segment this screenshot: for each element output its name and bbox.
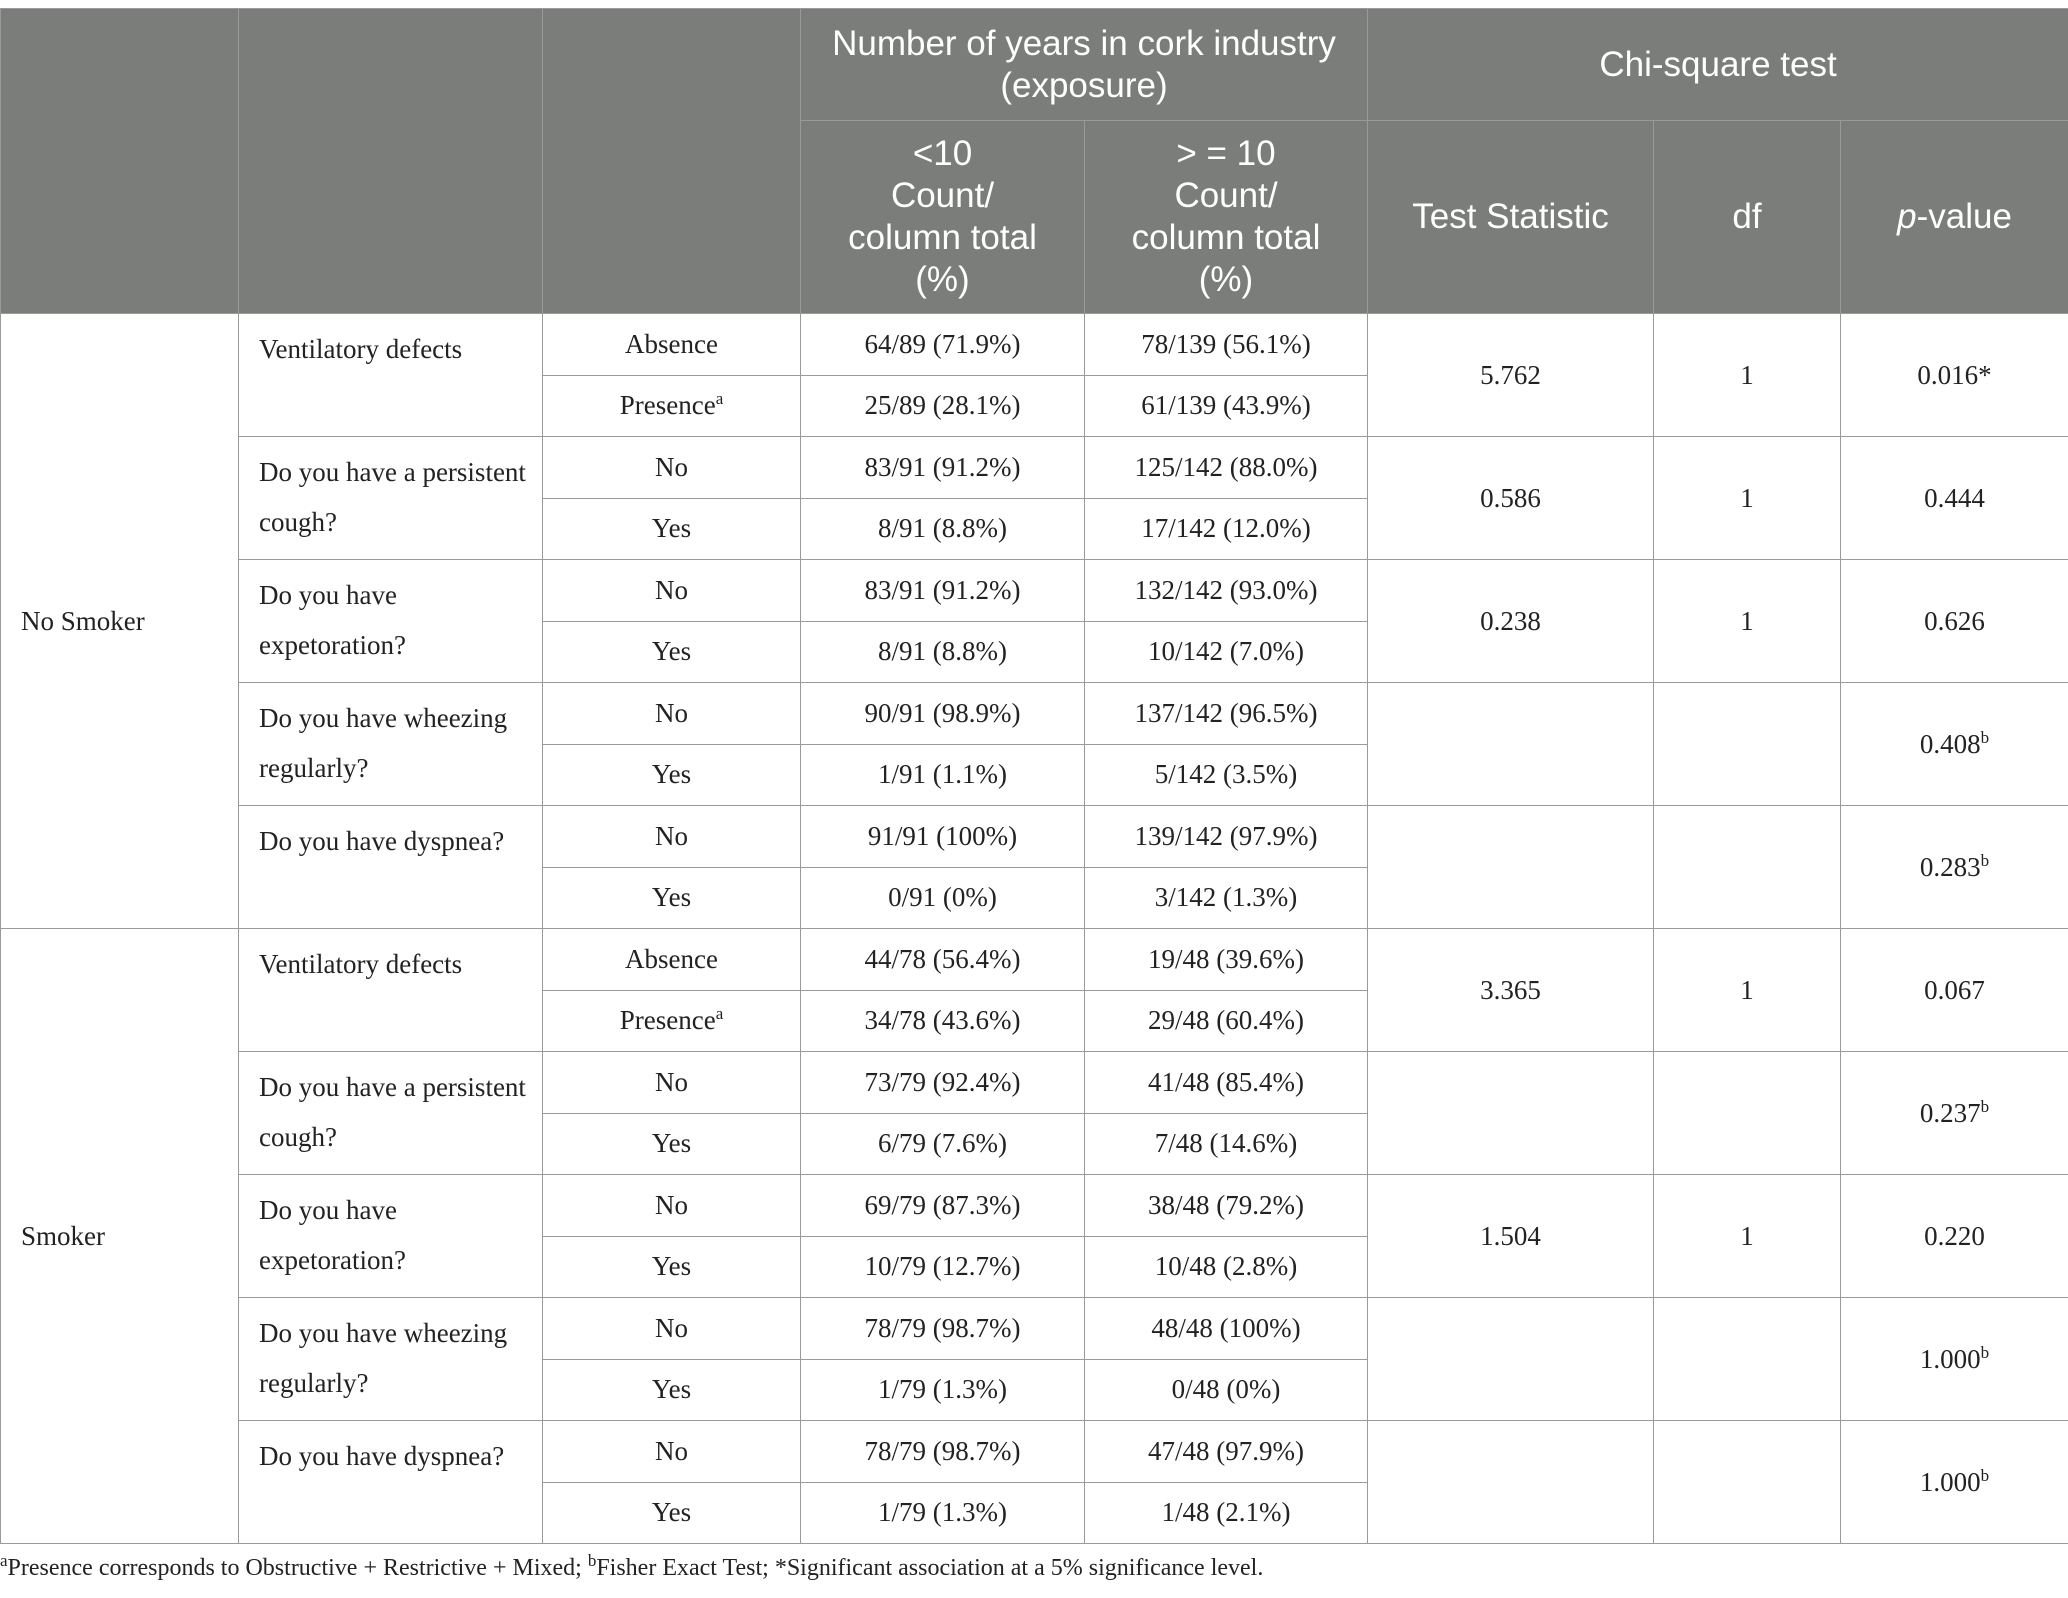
response-level: No: [543, 1421, 801, 1483]
table-row: [1, 1175, 2068, 1237]
question-label: Ventilatory defects: [239, 314, 543, 437]
count-lt10: 6/79 (7.6%): [801, 1113, 1085, 1175]
df-value: 1: [1654, 437, 1841, 560]
response-level: Presence$^a$: [543, 990, 801, 1052]
count-lt10: 0/91 (0%): [801, 867, 1085, 929]
question-label: Ventilatory defects: [239, 929, 543, 1052]
question-label: Do you have wheezing regularly?: [239, 1298, 543, 1421]
test-statistic-value: 5.762: [1368, 314, 1654, 437]
test-statistic-value: 1.504: [1368, 1175, 1654, 1298]
table-row: [1, 560, 2068, 622]
response-level: Presence$^a$: [543, 375, 801, 437]
count-ge10: 48/48 (100%): [1085, 1298, 1368, 1360]
count-lt10: 1/79 (1.3%): [801, 1482, 1085, 1544]
count-lt10: 69/79 (87.3%): [801, 1175, 1085, 1237]
test-statistic-value: [1368, 1421, 1654, 1544]
count-ge10: 10/142 (7.0%): [1085, 621, 1368, 683]
table-row: [1, 1052, 2068, 1114]
table-row: [1, 314, 2068, 376]
p-value: 0.408$^b$: [1841, 683, 2068, 806]
count-ge10: 29/48 (60.4%): [1085, 990, 1368, 1052]
count-ge10: 5/142 (3.5%): [1085, 744, 1368, 806]
count-ge10: 125/142 (88.0%): [1085, 437, 1368, 499]
df-value: [1654, 1052, 1841, 1175]
df-value: 1: [1654, 560, 1841, 683]
count-lt10: 44/78 (56.4%): [801, 929, 1085, 991]
response-level: No: [543, 1052, 801, 1114]
count-lt10: 1/79 (1.3%): [801, 1359, 1085, 1421]
df-value: [1654, 1421, 1841, 1544]
df-value: 1: [1654, 1175, 1841, 1298]
results-table-container: [0, 8, 2068, 1544]
test-statistic-value: [1368, 1298, 1654, 1421]
table-header: [1, 9, 2068, 314]
p-value: 0.067: [1841, 929, 2068, 1052]
df-value: 1: [1654, 929, 1841, 1052]
response-level: No: [543, 683, 801, 745]
response-level: No: [543, 806, 801, 868]
count-ge10: 7/48 (14.6%): [1085, 1113, 1368, 1175]
table-body: [1, 314, 2068, 1544]
count-lt10: 34/78 (43.6%): [801, 990, 1085, 1052]
response-level: Yes: [543, 1482, 801, 1544]
count-ge10: 38/48 (79.2%): [1085, 1175, 1368, 1237]
table-row: [1, 806, 2068, 868]
p-value: 1.000$^b$: [1841, 1421, 2068, 1544]
test-statistic-value: 0.238: [1368, 560, 1654, 683]
count-lt10: 78/79 (98.7%): [801, 1298, 1085, 1360]
count-lt10: 91/91 (100%): [801, 806, 1085, 868]
table-footnote: $^a$Presence corresponds to Obstructive + Restrictive + Mixed; $^b$Fisher Exact Test; *Significant association at a 5% significance level.: [0, 1551, 1264, 1581]
count-lt10: 83/91 (91.2%): [801, 560, 1085, 622]
question-label: Do you have a persistent cough?: [239, 437, 543, 560]
count-lt10: 73/79 (92.4%): [801, 1052, 1085, 1114]
p-value: 0.626: [1841, 560, 2068, 683]
header-lt10: <10 Count/ column total (%): [801, 121, 1085, 314]
question-label: Do you have expetoration?: [239, 560, 543, 683]
response-level: No: [543, 1175, 801, 1237]
test-statistic-value: 3.365: [1368, 929, 1654, 1052]
group-label: Smoker: [1, 929, 239, 1544]
table-row: [1, 929, 2068, 991]
df-value: 1: [1654, 314, 1841, 437]
response-level: Yes: [543, 1113, 801, 1175]
df-value: [1654, 1298, 1841, 1421]
response-level: Yes: [543, 621, 801, 683]
response-level: Yes: [543, 1236, 801, 1298]
response-level: Absence: [543, 929, 801, 991]
response-level: No: [543, 1298, 801, 1360]
response-level: Yes: [543, 498, 801, 560]
table-row: [1, 437, 2068, 499]
header-ge10: > = 10 Count/ column total (%): [1085, 121, 1368, 314]
count-lt10: 78/79 (98.7%): [801, 1421, 1085, 1483]
count-ge10: 132/142 (93.0%): [1085, 560, 1368, 622]
count-lt10: 90/91 (98.9%): [801, 683, 1085, 745]
count-ge10: 3/142 (1.3%): [1085, 867, 1368, 929]
count-ge10: 0/48 (0%): [1085, 1359, 1368, 1421]
results-table: [0, 8, 2068, 1544]
count-ge10: 47/48 (97.9%): [1085, 1421, 1368, 1483]
p-value: 0.220: [1841, 1175, 2068, 1298]
count-ge10: 41/48 (85.4%): [1085, 1052, 1368, 1114]
count-lt10: 83/91 (91.2%): [801, 437, 1085, 499]
count-lt10: 10/79 (12.7%): [801, 1236, 1085, 1298]
header-empty-group: [1, 9, 239, 314]
question-label: Do you have dyspnea?: [239, 1421, 543, 1544]
header-p-value: p-value: [1841, 121, 2068, 314]
p-value: 1.000$^b$: [1841, 1298, 2068, 1421]
count-ge10: 10/48 (2.8%): [1085, 1236, 1368, 1298]
count-ge10: 17/142 (12.0%): [1085, 498, 1368, 560]
count-ge10: 19/48 (39.6%): [1085, 929, 1368, 991]
df-value: [1654, 806, 1841, 929]
group-label: No Smoker: [1, 314, 239, 929]
question-label: Do you have expetoration?: [239, 1175, 543, 1298]
p-value: 0.237$^b$: [1841, 1052, 2068, 1175]
table-row: [1, 683, 2068, 745]
question-label: Do you have wheezing regularly?: [239, 683, 543, 806]
count-ge10: 61/139 (43.9%): [1085, 375, 1368, 437]
header-empty-question: [239, 9, 543, 314]
response-level: Absence: [543, 314, 801, 376]
count-ge10: 1/48 (2.1%): [1085, 1482, 1368, 1544]
count-lt10: 8/91 (8.8%): [801, 621, 1085, 683]
question-label: Do you have a persistent cough?: [239, 1052, 543, 1175]
df-value: [1654, 683, 1841, 806]
table-row: [1, 1298, 2068, 1360]
count-lt10: 8/91 (8.8%): [801, 498, 1085, 560]
count-lt10: 64/89 (71.9%): [801, 314, 1085, 376]
count-ge10: 78/139 (56.1%): [1085, 314, 1368, 376]
p-value: 0.444: [1841, 437, 2068, 560]
question-label: Do you have dyspnea?: [239, 806, 543, 929]
count-ge10: 139/142 (97.9%): [1085, 806, 1368, 868]
response-level: Yes: [543, 867, 801, 929]
count-ge10: 137/142 (96.5%): [1085, 683, 1368, 745]
response-level: No: [543, 437, 801, 499]
count-lt10: 25/89 (28.1%): [801, 375, 1085, 437]
header-chi-square: Chi-square test: [1368, 9, 2068, 121]
test-statistic-value: [1368, 1052, 1654, 1175]
header-exposure: Number of years in cork industry (exposure): [801, 9, 1368, 121]
test-statistic-value: [1368, 683, 1654, 806]
response-level: Yes: [543, 1359, 801, 1421]
p-value: 0.283$^b$: [1841, 806, 2068, 929]
p-value: 0.016*: [1841, 314, 2068, 437]
header-test-statistic: Test Statistic: [1368, 121, 1654, 314]
count-lt10: 1/91 (1.1%): [801, 744, 1085, 806]
header-empty-level: [543, 9, 801, 314]
test-statistic-value: 0.586: [1368, 437, 1654, 560]
header-df: df: [1654, 121, 1841, 314]
response-level: No: [543, 560, 801, 622]
test-statistic-value: [1368, 806, 1654, 929]
table-row: [1, 1421, 2068, 1483]
response-level: Yes: [543, 744, 801, 806]
